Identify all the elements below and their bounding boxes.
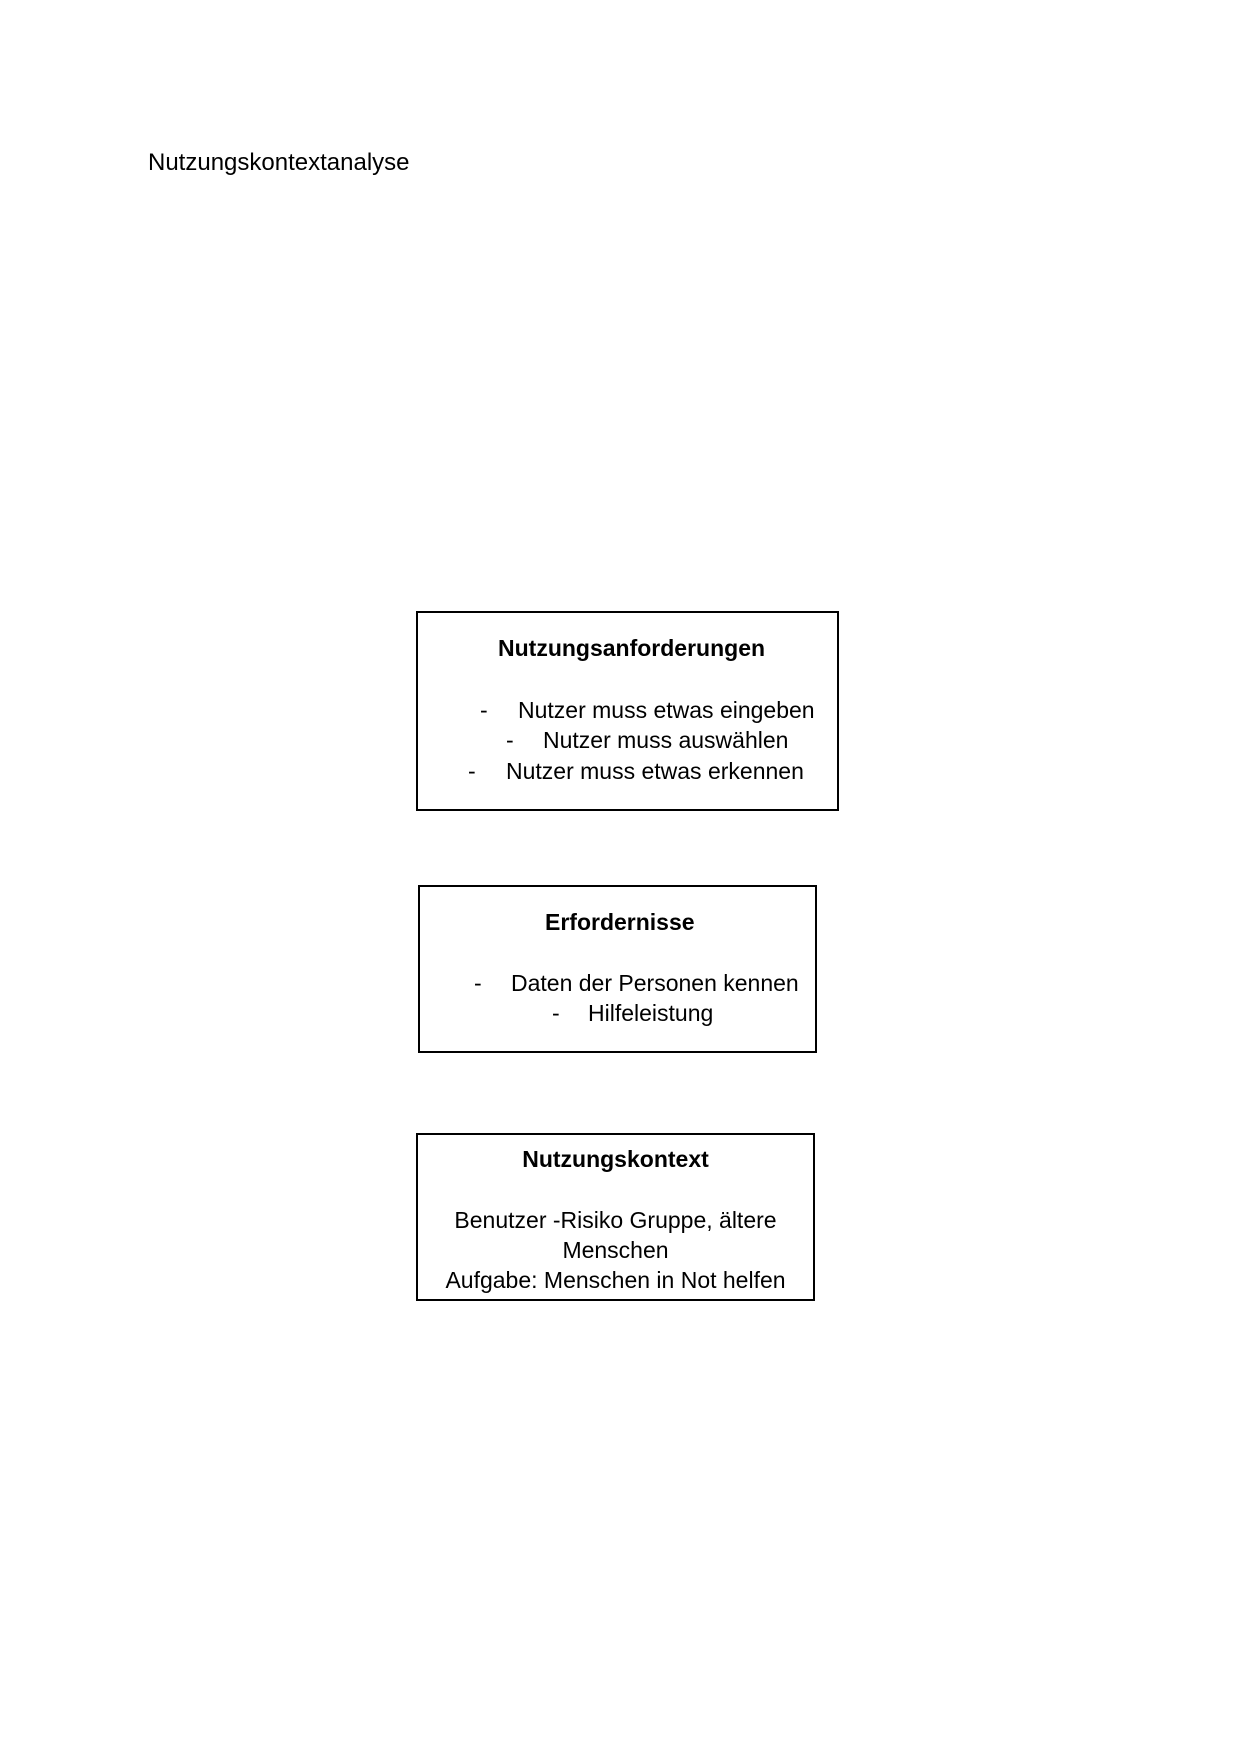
requirements-box-title: Nutzungsanforderungen [498,635,766,661]
requirements-item-2: Nutzer muss auswählen [543,727,789,753]
needs-item-2: Hilfeleistung [588,1000,714,1026]
requirements-item-1: Nutzer muss etwas eingeben [518,697,815,723]
requirements-bullet-3: - [468,758,476,784]
needs-bullet-1: - [474,970,482,996]
context-line-1: Benutzer -Risiko Gruppe, ältere [454,1207,777,1233]
requirements-item-3: Nutzer muss etwas erkennen [506,758,804,784]
needs-box [418,885,817,1053]
context-line-3: Aufgabe: Menschen in Not helfen [445,1267,786,1293]
requirements-box [416,611,839,811]
page-title: Nutzungskontextanalyse [148,149,410,176]
requirements-bullet-2: - [506,727,514,753]
context-line-2: Menschen [562,1237,669,1263]
needs-box-title: Erfordernisse [545,909,695,935]
context-box [416,1133,815,1301]
requirements-bullet-1: - [480,697,488,723]
needs-item-1: Daten der Personen kennen [511,970,799,996]
context-box-title: Nutzungskontext [522,1146,709,1172]
needs-bullet-2: - [552,1000,560,1026]
